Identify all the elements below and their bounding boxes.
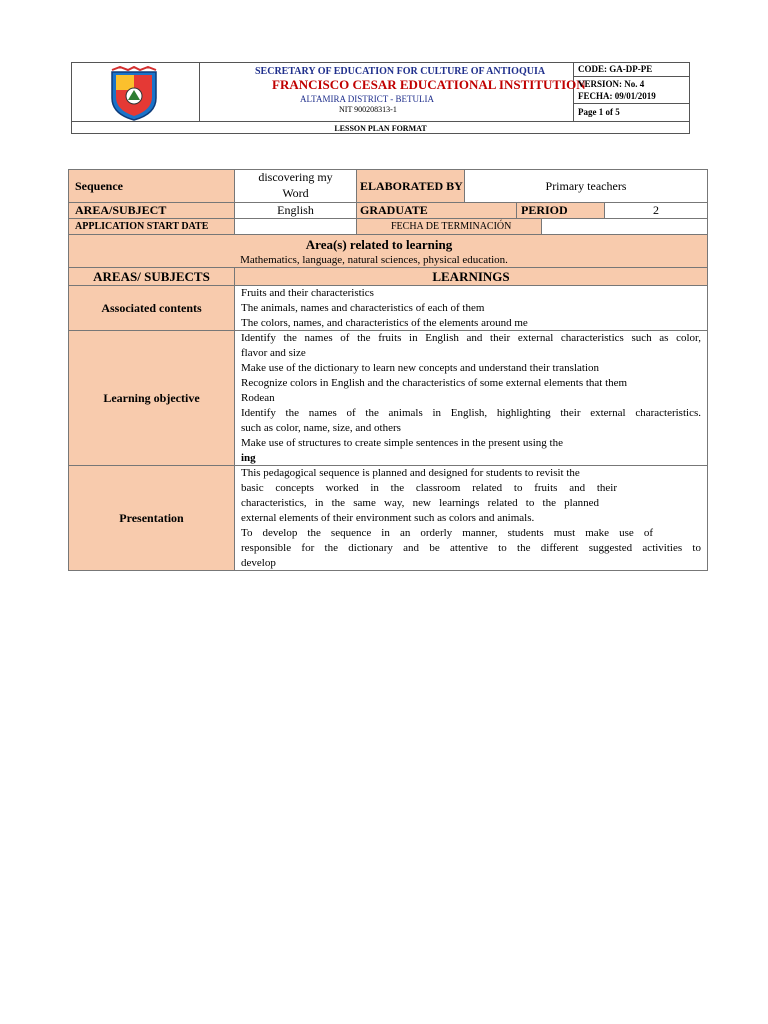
associated-label-cell xyxy=(68,285,235,331)
objective-line: flavor and size xyxy=(241,347,306,359)
objective-label-cell xyxy=(68,330,235,466)
sequence-label-cell xyxy=(68,169,235,203)
areas-header-cell xyxy=(68,267,235,286)
presentation-label: Presentation xyxy=(119,510,184,525)
period-label-cell xyxy=(516,202,605,219)
related-areas-cell xyxy=(68,234,708,268)
presentation-content-cell xyxy=(234,465,708,571)
associated-line: The animals, names and characteristics of each of them xyxy=(241,302,485,314)
doc-version: VERSION: No. 4 xyxy=(578,79,645,89)
area-label: AREA/SUBJECT xyxy=(75,203,167,217)
graduate-label-cell xyxy=(356,202,517,219)
associated-content-cell xyxy=(234,285,708,331)
sequence-label: Sequence xyxy=(75,179,123,193)
learnings-header: LEARNINGS xyxy=(432,268,510,284)
presentation-line: responsible for the dictionary and be attentive to the different suggested activities to xyxy=(241,542,701,554)
associated-line: The colors, names, and characteristics of the elements around me xyxy=(241,317,528,329)
elaborated-value-cell xyxy=(464,169,708,203)
associated-label: Associated contents xyxy=(101,300,202,315)
objective-label: Learning objective xyxy=(103,390,200,405)
format-title: LESSON PLAN FORMAT xyxy=(334,123,427,133)
objective-line: Recognize colors in English and the characteristics of some external elements that them xyxy=(241,377,628,389)
page-number: Page 1 of 5 xyxy=(578,107,620,117)
objective-line: Identify the names of the fruits in English and their external characteristics such as color, xyxy=(241,332,701,344)
sequence-value-line2: Word xyxy=(282,186,309,200)
institution-name: FRANCISCO CESAR EDUCATIONAL INSTITUTION xyxy=(272,77,586,92)
elaborated-label-cell xyxy=(356,169,465,203)
area-label-cell xyxy=(68,202,235,219)
objective-content-cell xyxy=(234,330,708,466)
end-label: FECHA DE TERMINACIÓN xyxy=(391,221,512,232)
presentation-line: develop xyxy=(241,557,276,569)
associated-line: Fruits and their characteristics xyxy=(241,287,374,299)
start-label-cell xyxy=(68,218,235,235)
learnings-header-cell xyxy=(234,267,708,286)
period-value: 2 xyxy=(653,203,659,217)
presentation-line: characteristics, in the same way, new learnings related to the planned xyxy=(241,497,599,509)
doc-code: CODE: GA-DP-PE xyxy=(578,64,653,74)
presentation-line: external elements of their environment such as colors and animals. xyxy=(241,512,535,524)
objective-line: Rodean xyxy=(241,392,275,404)
objective-line: Make use of the dictionary to learn new concepts and understand their translation xyxy=(241,362,599,374)
end-value-cell xyxy=(541,218,708,235)
elaborated-label: ELABORATED BY xyxy=(360,179,463,193)
start-value-cell xyxy=(234,218,357,235)
areas-header: AREAS/ SUBJECTS xyxy=(93,268,210,284)
presentation-line: To develop the sequence in an orderly manner, students must make use of xyxy=(241,527,653,539)
objective-line: such as color, name, size, and others xyxy=(241,422,401,434)
period-value-cell xyxy=(604,202,708,219)
presentation-line: This pedagogical sequence is planned and designed for students to revisit the xyxy=(241,467,580,479)
graduate-label: GRADUATE xyxy=(360,203,428,217)
sequence-value-line1: discovering my xyxy=(258,170,333,184)
start-label: APPLICATION START DATE xyxy=(75,221,209,232)
institution-logo xyxy=(108,66,160,122)
secretary-title: SECRETARY OF EDUCATION FOR CULTURE OF ANTIOQUIA xyxy=(255,66,546,77)
nit-number: NIT 900208313-1 xyxy=(339,105,397,114)
related-title: Area(s) related to learning xyxy=(305,237,453,252)
district-name: ALTAMIRA DISTRICT - BETULIA xyxy=(300,94,435,104)
end-label-cell xyxy=(356,218,542,235)
doc-date: FECHA: 09/01/2019 xyxy=(578,91,656,101)
objective-line: ing xyxy=(241,452,256,464)
objective-line: Identify the names of the animals in English, highlighting their external characteristics. xyxy=(241,407,701,419)
area-value-cell xyxy=(234,202,357,219)
related-value: Mathematics, language, natural sciences, physical education. xyxy=(240,254,508,266)
area-value: English xyxy=(277,203,314,217)
objective-line: Make use of structures to create simple sentences in the present using the xyxy=(241,437,563,449)
elaborated-value: Primary teachers xyxy=(545,178,627,193)
presentation-label-cell xyxy=(68,465,235,571)
sequence-value-cell xyxy=(234,169,357,203)
period-label: PERIOD xyxy=(521,203,568,217)
presentation-line: basic concepts worked in the classroom related to fruits and their xyxy=(241,482,617,494)
